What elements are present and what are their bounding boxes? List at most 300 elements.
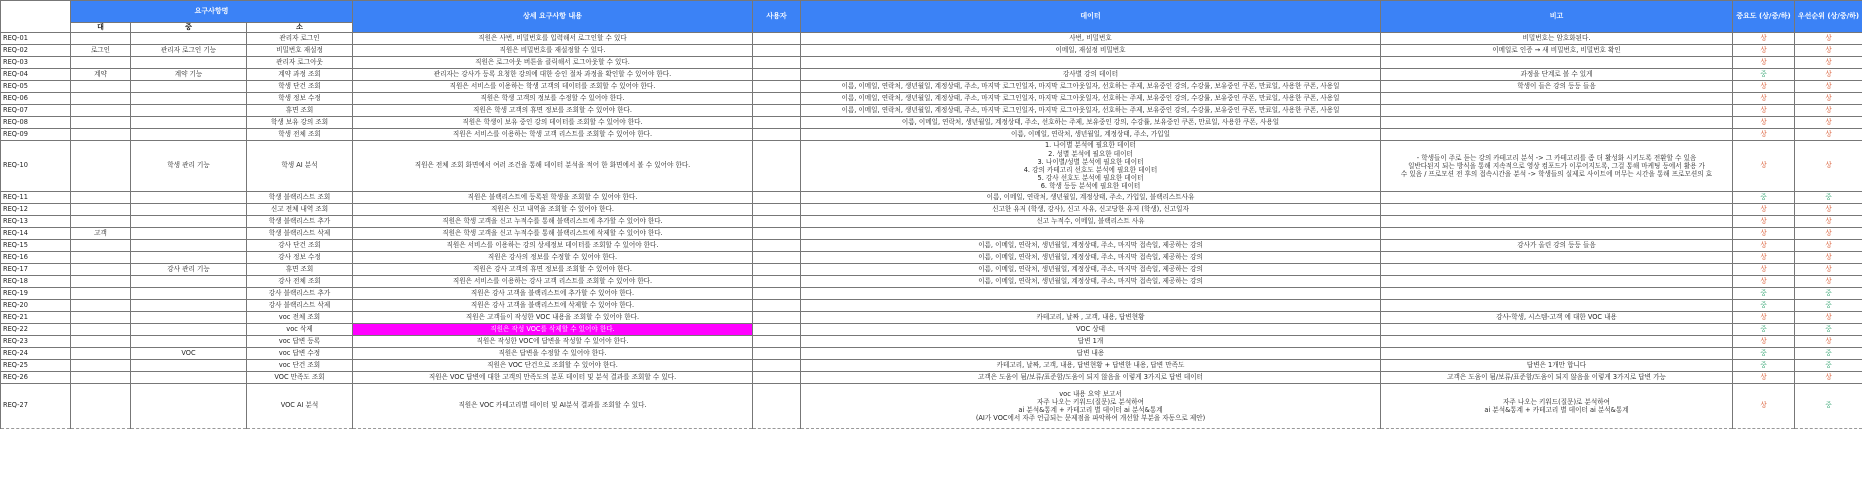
detail-cell: 직원은 로그아웃 버튼을 클릭해서 로그아웃할 수 있다. bbox=[353, 57, 753, 69]
table-row bbox=[1, 228, 1862, 240]
detail-cell: 직원은 강사 고객의 휴면 정보를 조회할 수 있어야 한다. bbox=[353, 264, 753, 276]
data-cell: 이름, 이메일, 연락처, 생년월일, 계정상태, 주소, 마지막 접속일, 제공하는 강의 bbox=[801, 252, 1381, 264]
table-row bbox=[1, 336, 1862, 348]
actor-cell bbox=[753, 69, 801, 81]
detail-cell: 직원은 비밀번호를 재설정할 수 있다. bbox=[353, 45, 753, 57]
importance-cell: 중 bbox=[1733, 360, 1795, 372]
category-large-cell: 로그인 bbox=[71, 45, 131, 57]
note-cell: 학생이 들은 강의 등등 들음 bbox=[1381, 81, 1733, 93]
note-cell: 고객은 도움이 됨/보류/표준함/도움이 되지 않음을 이렇게 3가지로 답변 가능 bbox=[1381, 372, 1733, 384]
data-cell bbox=[801, 57, 1381, 69]
importance-cell: 상 bbox=[1733, 117, 1795, 129]
category-mid-cell bbox=[131, 33, 247, 45]
category-small-cell: 비밀번호 재설정 bbox=[247, 45, 353, 57]
id-cell: REQ-26 bbox=[1, 372, 71, 384]
category-small-cell: 학생 블랙리스트 추가 bbox=[247, 216, 353, 228]
note-cell bbox=[1381, 276, 1733, 288]
actor-cell bbox=[753, 240, 801, 252]
category-small-cell: 강사 단건 조회 bbox=[247, 240, 353, 252]
table-row bbox=[1, 324, 1862, 336]
category-small-cell: VOC 만족도 조회 bbox=[247, 372, 353, 384]
category-mid-cell bbox=[131, 300, 247, 312]
category-large-cell bbox=[71, 336, 131, 348]
category-large-cell bbox=[71, 129, 131, 141]
category-large-cell bbox=[71, 240, 131, 252]
priority-cell: 상 bbox=[1795, 93, 1862, 105]
category-mid-cell bbox=[131, 336, 247, 348]
data-cell: 이름, 이메일, 연락처, 생년월일, 계정상태, 주소, 가입일, 블랙리스트사유 bbox=[801, 192, 1381, 204]
category-small-cell: 계약 과정 조회 bbox=[247, 69, 353, 81]
detail-cell: 직원은 VOC 단건으로 조회할 수 있어야 한다. bbox=[353, 360, 753, 372]
detail-cell: 직원은 서비스를 이용하는 학생 고객 리스트를 조회할 수 있어야 한다. bbox=[353, 129, 753, 141]
data-cell: 신고 누적수, 이메일, 블랙리스트 사유 bbox=[801, 216, 1381, 228]
category-small-cell: 신고 전체 내역 조회 bbox=[247, 204, 353, 216]
importance-cell: 중 bbox=[1733, 288, 1795, 300]
actor-cell bbox=[753, 228, 801, 240]
category-large-cell bbox=[71, 93, 131, 105]
detail-cell: 직원은 VOC 답변에 대한 고객의 만족도의 분포 데이터 및 분석 결과를 조회할 수 있다. bbox=[353, 372, 753, 384]
note-cell bbox=[1381, 228, 1733, 240]
priority-cell: 중 bbox=[1795, 300, 1862, 312]
data-cell: 이메일, 재설정 비밀번호 bbox=[801, 45, 1381, 57]
table-row bbox=[1, 252, 1862, 264]
importance-cell: 상 bbox=[1733, 93, 1795, 105]
detail-cell: 직원은 신고 내역을 조회할 수 있어야 한다. bbox=[353, 204, 753, 216]
id-cell: REQ-27 bbox=[1, 384, 71, 429]
data-cell: 이름, 이메일, 연락처, 생년월일, 계정상태, 주소, 가입일 bbox=[801, 129, 1381, 141]
importance-cell: 중 bbox=[1733, 348, 1795, 360]
priority-cell: 상 bbox=[1795, 129, 1862, 141]
priority-cell: 상 bbox=[1795, 57, 1862, 69]
category-large-cell bbox=[71, 141, 131, 192]
category-mid-cell bbox=[131, 288, 247, 300]
table-row bbox=[1, 216, 1862, 228]
data-cell: 이름, 이메일, 연락처, 생년월일, 계정상태, 주소, 마지막 로그인일자, 마지막 로그아웃일자, 선호하는 주제, 보유중인 강의, 수강률, 보유중인 쿠폰, 만료일, 사용한 쿠폰, 사용일 bbox=[801, 93, 1381, 105]
actor-cell bbox=[753, 312, 801, 324]
table-row bbox=[1, 105, 1862, 117]
detail-cell: 직원은 VOC 카테고리별 데이터 및 AI분석 결과를 조회할 수 있다. bbox=[353, 384, 753, 429]
table-row bbox=[1, 141, 1862, 192]
data-cell: 고객은 도움이 됨/보류/표준함/도움이 되지 않음을 이렇게 3가지로 답변 데이터 bbox=[801, 372, 1381, 384]
note-cell: 과정을 단계로 볼 수 있게 bbox=[1381, 69, 1733, 81]
detail-cell: 직원은 답변을 수정할 수 있어야 한다. bbox=[353, 348, 753, 360]
table-row bbox=[1, 204, 1862, 216]
priority-cell: 중 bbox=[1795, 360, 1862, 372]
category-mid-cell bbox=[131, 228, 247, 240]
detail-cell: 직원은 사번, 비밀번호를 입력해서 로그인할 수 있다 bbox=[353, 33, 753, 45]
category-large-cell: 계약 bbox=[71, 69, 131, 81]
category-large-cell bbox=[71, 348, 131, 360]
priority-cell: 중 bbox=[1795, 192, 1862, 204]
id-cell: REQ-10 bbox=[1, 141, 71, 192]
note-cell bbox=[1381, 300, 1733, 312]
note-cell: 답변은 1개만 합니다 bbox=[1381, 360, 1733, 372]
importance-cell: 상 bbox=[1733, 240, 1795, 252]
table-row bbox=[1, 348, 1862, 360]
priority-cell: 상 bbox=[1795, 117, 1862, 129]
note-cell bbox=[1381, 264, 1733, 276]
category-large-cell bbox=[71, 57, 131, 69]
note-cell bbox=[1381, 288, 1733, 300]
priority-cell: 상 bbox=[1795, 105, 1862, 117]
category-small-cell: voc 단건 조회 bbox=[247, 360, 353, 372]
data-cell: 신고한 유저 (학생, 강사), 신고 사유, 신고당한 유저 (학생), 신고일자 bbox=[801, 204, 1381, 216]
table-row bbox=[1, 264, 1862, 276]
category-mid-cell: VOC bbox=[131, 348, 247, 360]
detail-cell: 직원은 강사의 정보를 수정할 수 있어야 한다. bbox=[353, 252, 753, 264]
category-mid-cell: 강사 관리 기능 bbox=[131, 264, 247, 276]
category-large-cell bbox=[71, 216, 131, 228]
id-cell: REQ-15 bbox=[1, 240, 71, 252]
category-large-cell bbox=[71, 312, 131, 324]
category-mid-cell bbox=[131, 252, 247, 264]
table-row bbox=[1, 57, 1862, 69]
note-cell: 비밀번호는 암호화된다. bbox=[1381, 33, 1733, 45]
category-large-cell bbox=[71, 252, 131, 264]
category-mid-cell bbox=[131, 216, 247, 228]
category-small-cell: voc 삭제 bbox=[247, 324, 353, 336]
category-small-cell: 강사 정보 수정 bbox=[247, 252, 353, 264]
priority-cell: 상 bbox=[1795, 33, 1862, 45]
category-large-cell bbox=[71, 33, 131, 45]
table-row bbox=[1, 117, 1862, 129]
actor-cell bbox=[753, 384, 801, 429]
actor-cell bbox=[753, 204, 801, 216]
importance-cell: 상 bbox=[1733, 105, 1795, 117]
actor-cell bbox=[753, 264, 801, 276]
data-cell: 이름, 이메일, 연락처, 생년월일, 계정상태, 주소, 마지막 접속일, 제공하는 강의 bbox=[801, 276, 1381, 288]
detail-cell: 관리자는 강사가 등록 요청한 강의에 대한 승인 절차 과정을 확인할 수 있어야 한다. bbox=[353, 69, 753, 81]
category-large-cell: 고객 bbox=[71, 228, 131, 240]
category-mid-cell bbox=[131, 312, 247, 324]
priority-cell: 상 bbox=[1795, 372, 1862, 384]
priority-cell: 상 bbox=[1795, 276, 1862, 288]
category-mid-cell bbox=[131, 276, 247, 288]
category-mid-cell: 학생 관리 기능 bbox=[131, 141, 247, 192]
data-cell: 사번, 비밀번호 bbox=[801, 33, 1381, 45]
note-cell bbox=[1381, 105, 1733, 117]
category-mid-cell bbox=[131, 192, 247, 204]
actor-cell bbox=[753, 105, 801, 117]
actor-cell bbox=[753, 45, 801, 57]
priority-cell: 상 bbox=[1795, 240, 1862, 252]
table-row bbox=[1, 288, 1862, 300]
table-row bbox=[1, 312, 1862, 324]
category-small-cell: 학생 정보 수정 bbox=[247, 93, 353, 105]
priority-cell: 상 bbox=[1795, 228, 1862, 240]
actor-cell bbox=[753, 192, 801, 204]
priority-cell: 상 bbox=[1795, 204, 1862, 216]
actor-cell bbox=[753, 360, 801, 372]
category-mid-cell bbox=[131, 93, 247, 105]
header-cat1: 대 bbox=[71, 23, 131, 33]
id-cell: REQ-17 bbox=[1, 264, 71, 276]
detail-cell: 직원은 학생 고객을 신고 누적수를 통해 블랙리스트에 삭제할 수 있어야 한다. bbox=[353, 228, 753, 240]
priority-cell: 상 bbox=[1795, 69, 1862, 81]
table-row bbox=[1, 129, 1862, 141]
detail-cell: 직원은 학생 고객의 정보를 수정할 수 있어야 한다. bbox=[353, 93, 753, 105]
actor-cell bbox=[753, 33, 801, 45]
actor-cell bbox=[753, 372, 801, 384]
id-cell: REQ-09 bbox=[1, 129, 71, 141]
detail-cell: 직원은 강사 고객을 블랙리스트에 삭제할 수 있어야 한다. bbox=[353, 300, 753, 312]
data-cell: voc 내용 요약 보고서 자주 나오는 키워드(질문)로 분석하여 ai 분석&통계 + 카테고리 별 데이터 ai 분석&통계 (AI가 VOC에서 자주 언급되는 문제점을 파악하여 개선할 부분을 자동으로 제안) bbox=[801, 384, 1381, 429]
id-cell: REQ-19 bbox=[1, 288, 71, 300]
table-row bbox=[1, 240, 1862, 252]
note-cell bbox=[1381, 348, 1733, 360]
importance-cell: 중 bbox=[1733, 300, 1795, 312]
category-large-cell bbox=[71, 204, 131, 216]
id-cell: REQ-08 bbox=[1, 117, 71, 129]
table-row bbox=[1, 69, 1862, 81]
category-mid-cell bbox=[131, 129, 247, 141]
category-small-cell: 학생 전체 조회 bbox=[247, 129, 353, 141]
note-cell bbox=[1381, 336, 1733, 348]
category-small-cell: voc 전체 조회 bbox=[247, 312, 353, 324]
priority-cell: 상 bbox=[1795, 141, 1862, 192]
importance-cell: 중 bbox=[1733, 324, 1795, 336]
id-cell: REQ-23 bbox=[1, 336, 71, 348]
category-mid-cell bbox=[131, 360, 247, 372]
category-large-cell bbox=[71, 360, 131, 372]
category-small-cell: 학생 단건 조회 bbox=[247, 81, 353, 93]
category-mid-cell bbox=[131, 117, 247, 129]
table-row bbox=[1, 33, 1862, 45]
importance-cell: 상 bbox=[1733, 228, 1795, 240]
note-cell bbox=[1381, 216, 1733, 228]
table-row bbox=[1, 192, 1862, 204]
category-mid-cell: 계약 기능 bbox=[131, 69, 247, 81]
category-large-cell bbox=[71, 81, 131, 93]
category-mid-cell bbox=[131, 384, 247, 429]
actor-cell bbox=[753, 93, 801, 105]
importance-cell: 상 bbox=[1733, 129, 1795, 141]
category-large-cell bbox=[71, 192, 131, 204]
actor-cell bbox=[753, 348, 801, 360]
data-cell: 이름, 이메일, 연락처, 생년월일, 계정상태, 주소, 마지막 로그인일자, 마지막 로그아웃일자, 선호하는 주제, 보유중인 강의, 수강률, 보유중인 쿠폰, 만료일, 사용한 쿠폰, 사용일 bbox=[801, 81, 1381, 93]
id-cell: REQ-16 bbox=[1, 252, 71, 264]
header-cat3: 소 bbox=[247, 23, 353, 33]
data-cell bbox=[801, 288, 1381, 300]
actor-cell bbox=[753, 252, 801, 264]
priority-cell: 중 bbox=[1795, 348, 1862, 360]
importance-cell: 상 bbox=[1733, 312, 1795, 324]
priority-cell: 상 bbox=[1795, 252, 1862, 264]
actor-cell bbox=[753, 129, 801, 141]
id-cell: REQ-21 bbox=[1, 312, 71, 324]
actor-cell bbox=[753, 300, 801, 312]
category-mid-cell bbox=[131, 105, 247, 117]
detail-cell: 직원은 강사 고객을 블랙리스트에 추가할 수 있어야 한다. bbox=[353, 288, 753, 300]
header-data: 데이터 bbox=[801, 1, 1381, 33]
category-mid-cell bbox=[131, 372, 247, 384]
actor-cell bbox=[753, 336, 801, 348]
table-row bbox=[1, 276, 1862, 288]
data-cell: 이름, 이메일, 연락처, 생년월일, 계정상태, 주소, 선호하는 주제, 보유중인 강의, 수강률, 보유중인 쿠폰, 만료일, 사용한 쿠폰, 사용일 bbox=[801, 117, 1381, 129]
importance-cell: 상 bbox=[1733, 372, 1795, 384]
priority-cell: 중 bbox=[1795, 288, 1862, 300]
note-cell bbox=[1381, 204, 1733, 216]
header-group: 요구사항명 bbox=[71, 1, 353, 23]
detail-cell: 직원은 작성한 VOC에 답변을 작성할 수 있어야 한다. bbox=[353, 336, 753, 348]
id-cell: REQ-01 bbox=[1, 33, 71, 45]
data-cell: 이름, 이메일, 연락처, 생년월일, 계정상태, 주소, 마지막 접속일, 제공하는 강의 bbox=[801, 264, 1381, 276]
data-cell bbox=[801, 228, 1381, 240]
category-small-cell: 강사 전체 조회 bbox=[247, 276, 353, 288]
data-cell: 1. 나이별 분석에 필요한 데이터 2. 성별 분석에 필요한 데이터 3. 나이별/성별 분석에 필요한 데이터 4. 강의 카테고리 선호도 분석에 필요한 데이터 5. 강사 선호도 분석에 필요한 데이터 6. 학생 등등 분석에 필요한 데이터 bbox=[801, 141, 1381, 192]
id-cell: REQ-02 bbox=[1, 45, 71, 57]
importance-cell: 상 bbox=[1733, 141, 1795, 192]
data-cell: 카테고리, 날짜, 고객, 내용, 답변현황 + 답변한 내용, 답변 만족도 bbox=[801, 360, 1381, 372]
category-mid-cell bbox=[131, 81, 247, 93]
category-small-cell: 관리자 로그인 bbox=[247, 33, 353, 45]
header-actor: 사용자 bbox=[753, 1, 801, 33]
note-cell bbox=[1381, 117, 1733, 129]
category-mid-cell: 관리자 로그인 기능 bbox=[131, 45, 247, 57]
id-cell: REQ-18 bbox=[1, 276, 71, 288]
actor-cell bbox=[753, 81, 801, 93]
data-cell: 답변 1개 bbox=[801, 336, 1381, 348]
data-cell: VOC 상태 bbox=[801, 324, 1381, 336]
importance-cell: 중 bbox=[1733, 192, 1795, 204]
category-large-cell bbox=[71, 288, 131, 300]
id-cell: REQ-04 bbox=[1, 69, 71, 81]
category-large-cell bbox=[71, 276, 131, 288]
id-cell: REQ-25 bbox=[1, 360, 71, 372]
category-small-cell: voc 답변 등록 bbox=[247, 336, 353, 348]
detail-cell: 직원은 고객들이 작성한 VOC 내용을 조회할 수 있어야 한다. bbox=[353, 312, 753, 324]
importance-cell: 상 bbox=[1733, 216, 1795, 228]
header-importance: 중요도 (상/중/하) bbox=[1733, 1, 1795, 33]
actor-cell bbox=[753, 288, 801, 300]
table-row bbox=[1, 45, 1862, 57]
priority-cell: 상 bbox=[1795, 81, 1862, 93]
note-cell bbox=[1381, 324, 1733, 336]
header-note: 비고 bbox=[1381, 1, 1733, 33]
category-small-cell: 강사 블랙리스트 삭제 bbox=[247, 300, 353, 312]
category-small-cell: 학생 블랙리스트 삭제 bbox=[247, 228, 353, 240]
category-mid-cell bbox=[131, 204, 247, 216]
importance-cell: 상 bbox=[1733, 45, 1795, 57]
importance-cell: 상 bbox=[1733, 57, 1795, 69]
category-small-cell: 학생 AI 분석 bbox=[247, 141, 353, 192]
category-mid-cell bbox=[131, 324, 247, 336]
detail-cell: 직원은 학생 고객의 휴면 정보를 조회할 수 있어야 한다. bbox=[353, 105, 753, 117]
note-cell bbox=[1381, 129, 1733, 141]
category-large-cell bbox=[71, 264, 131, 276]
id-cell: REQ-24 bbox=[1, 348, 71, 360]
note-cell bbox=[1381, 93, 1733, 105]
category-large-cell bbox=[71, 372, 131, 384]
actor-cell bbox=[753, 324, 801, 336]
header-cat2: 중 bbox=[131, 23, 247, 33]
id-cell: REQ-03 bbox=[1, 57, 71, 69]
actor-cell bbox=[753, 57, 801, 69]
detail-cell: 직원은 학생이 보유 중인 강의 데이터를 조회할 수 있어야 한다. bbox=[353, 117, 753, 129]
detail-cell: 직원은 서비스를 이용하는 강의 상세정보 데이터를 조회할 수 있어야 한다. bbox=[353, 240, 753, 252]
priority-cell: 상 bbox=[1795, 45, 1862, 57]
category-small-cell: 학생 보유 강의 조회 bbox=[247, 117, 353, 129]
importance-cell: 상 bbox=[1733, 81, 1795, 93]
note-cell: - 학생들이 주로 듣는 강의 카테고리 분석 -> 그 카테고리를 좀 더 활성화 시키도록 전환할 수 있음 일반다된지 되는 방식을 통해 지속적으로 영상 컴포드가 이루어지도록, 그걸 통해 마케팅 등에서 활용 가 수 있음 / 프로모션 전 후의 접속시간을 분석 -> 학생들의 실제로 사이트에 머무는 시간을 통해 프로모션의 효 bbox=[1381, 141, 1733, 192]
detail-cell: 직원은 블랙리스트에 등록된 학생을 조회할 수 있어야 한다. bbox=[353, 192, 753, 204]
category-small-cell: voc 답변 수정 bbox=[247, 348, 353, 360]
id-cell: REQ-06 bbox=[1, 93, 71, 105]
category-small-cell: 강사 블랙리스트 추가 bbox=[247, 288, 353, 300]
data-cell: 강사별 강의 데이터 bbox=[801, 69, 1381, 81]
importance-cell: 상 bbox=[1733, 264, 1795, 276]
category-small-cell: 관리자 로그아웃 bbox=[247, 57, 353, 69]
id-cell: REQ-20 bbox=[1, 300, 71, 312]
actor-cell bbox=[753, 276, 801, 288]
category-mid-cell bbox=[131, 57, 247, 69]
detail-cell: 직원은 학생 고객을 신고 누적수를 통해 블랙리스트에 추가할 수 있어야 한다. bbox=[353, 216, 753, 228]
id-cell: REQ-05 bbox=[1, 81, 71, 93]
category-small-cell: 휴면 조회 bbox=[247, 264, 353, 276]
id-cell: REQ-22 bbox=[1, 324, 71, 336]
table-row bbox=[1, 81, 1862, 93]
detail-cell: 직원은 작성 VOC를 삭제할 수 있어야 한다. bbox=[353, 324, 753, 336]
data-cell: 이름, 이메일, 연락처, 생년월일, 계정상태, 주소, 마지막 로그인일자, 마지막 로그아웃일자, 선호하는 주제, 보유중인 강의, 수강률, 보유중인 쿠폰, 만료일, 사용한 쿠폰, 사용일 bbox=[801, 105, 1381, 117]
id-cell: REQ-11 bbox=[1, 192, 71, 204]
importance-cell: 중 bbox=[1733, 69, 1795, 81]
category-large-cell bbox=[71, 384, 131, 429]
table-row bbox=[1, 300, 1862, 312]
id-cell: REQ-07 bbox=[1, 105, 71, 117]
detail-cell: 직원은 전체 조회 화면에서 여러 조건을 통해 데이터 분석을 적어 한 화면에서 볼 수 있어야 한다. bbox=[353, 141, 753, 192]
importance-cell: 상 bbox=[1733, 336, 1795, 348]
category-large-cell bbox=[71, 324, 131, 336]
note-cell: 자주 나오는 키워드(질문)로 분석하여 ai 분석&통계 + 카테고리 별 데이터 ai 분석&통계 bbox=[1381, 384, 1733, 429]
priority-cell: 상 bbox=[1795, 216, 1862, 228]
importance-cell: 상 bbox=[1733, 384, 1795, 429]
table-row bbox=[1, 360, 1862, 372]
note-cell: 강사가 올린 강의 등등 들음 bbox=[1381, 240, 1733, 252]
id-cell: REQ-12 bbox=[1, 204, 71, 216]
priority-cell: 중 bbox=[1795, 324, 1862, 336]
table-row bbox=[1, 384, 1862, 429]
importance-cell: 상 bbox=[1733, 204, 1795, 216]
category-large-cell bbox=[71, 300, 131, 312]
note-cell bbox=[1381, 252, 1733, 264]
priority-cell: 상 bbox=[1795, 312, 1862, 324]
header-priority: 우선순위 (상/중/하) bbox=[1795, 1, 1862, 33]
note-cell: 강사-학생, 시스템-고객 에 대한 VOC 내용 bbox=[1381, 312, 1733, 324]
detail-cell: 직원은 서비스를 이용하는 학생 고객의 데이터를 조회할 수 있어야 한다. bbox=[353, 81, 753, 93]
category-mid-cell bbox=[131, 240, 247, 252]
note-cell bbox=[1381, 192, 1733, 204]
priority-cell: 중 bbox=[1795, 384, 1862, 429]
table-row bbox=[1, 93, 1862, 105]
table-row bbox=[1, 372, 1862, 384]
category-large-cell bbox=[71, 117, 131, 129]
header-detail: 상세 요구사항 내용 bbox=[353, 1, 753, 33]
importance-cell: 상 bbox=[1733, 252, 1795, 264]
id-cell: REQ-13 bbox=[1, 216, 71, 228]
data-cell: 이름, 이메일, 연락처, 생년월일, 계정상태, 주소, 마지막 접속일, 제공하는 강의 bbox=[801, 240, 1381, 252]
note-cell: 이메일로 인증 → 새 비밀번호, 비밀번호 확인 bbox=[1381, 45, 1733, 57]
category-small-cell: 휴면 조회 bbox=[247, 105, 353, 117]
data-cell: 카테고리, 날짜 , 고객, 내용, 답변현황 bbox=[801, 312, 1381, 324]
actor-cell bbox=[753, 141, 801, 192]
note-cell bbox=[1381, 57, 1733, 69]
category-small-cell: VOC AI 분석 bbox=[247, 384, 353, 429]
priority-cell: 상 bbox=[1795, 264, 1862, 276]
data-cell: 답변 내용 bbox=[801, 348, 1381, 360]
importance-cell: 상 bbox=[1733, 33, 1795, 45]
importance-cell: 상 bbox=[1733, 276, 1795, 288]
actor-cell bbox=[753, 117, 801, 129]
